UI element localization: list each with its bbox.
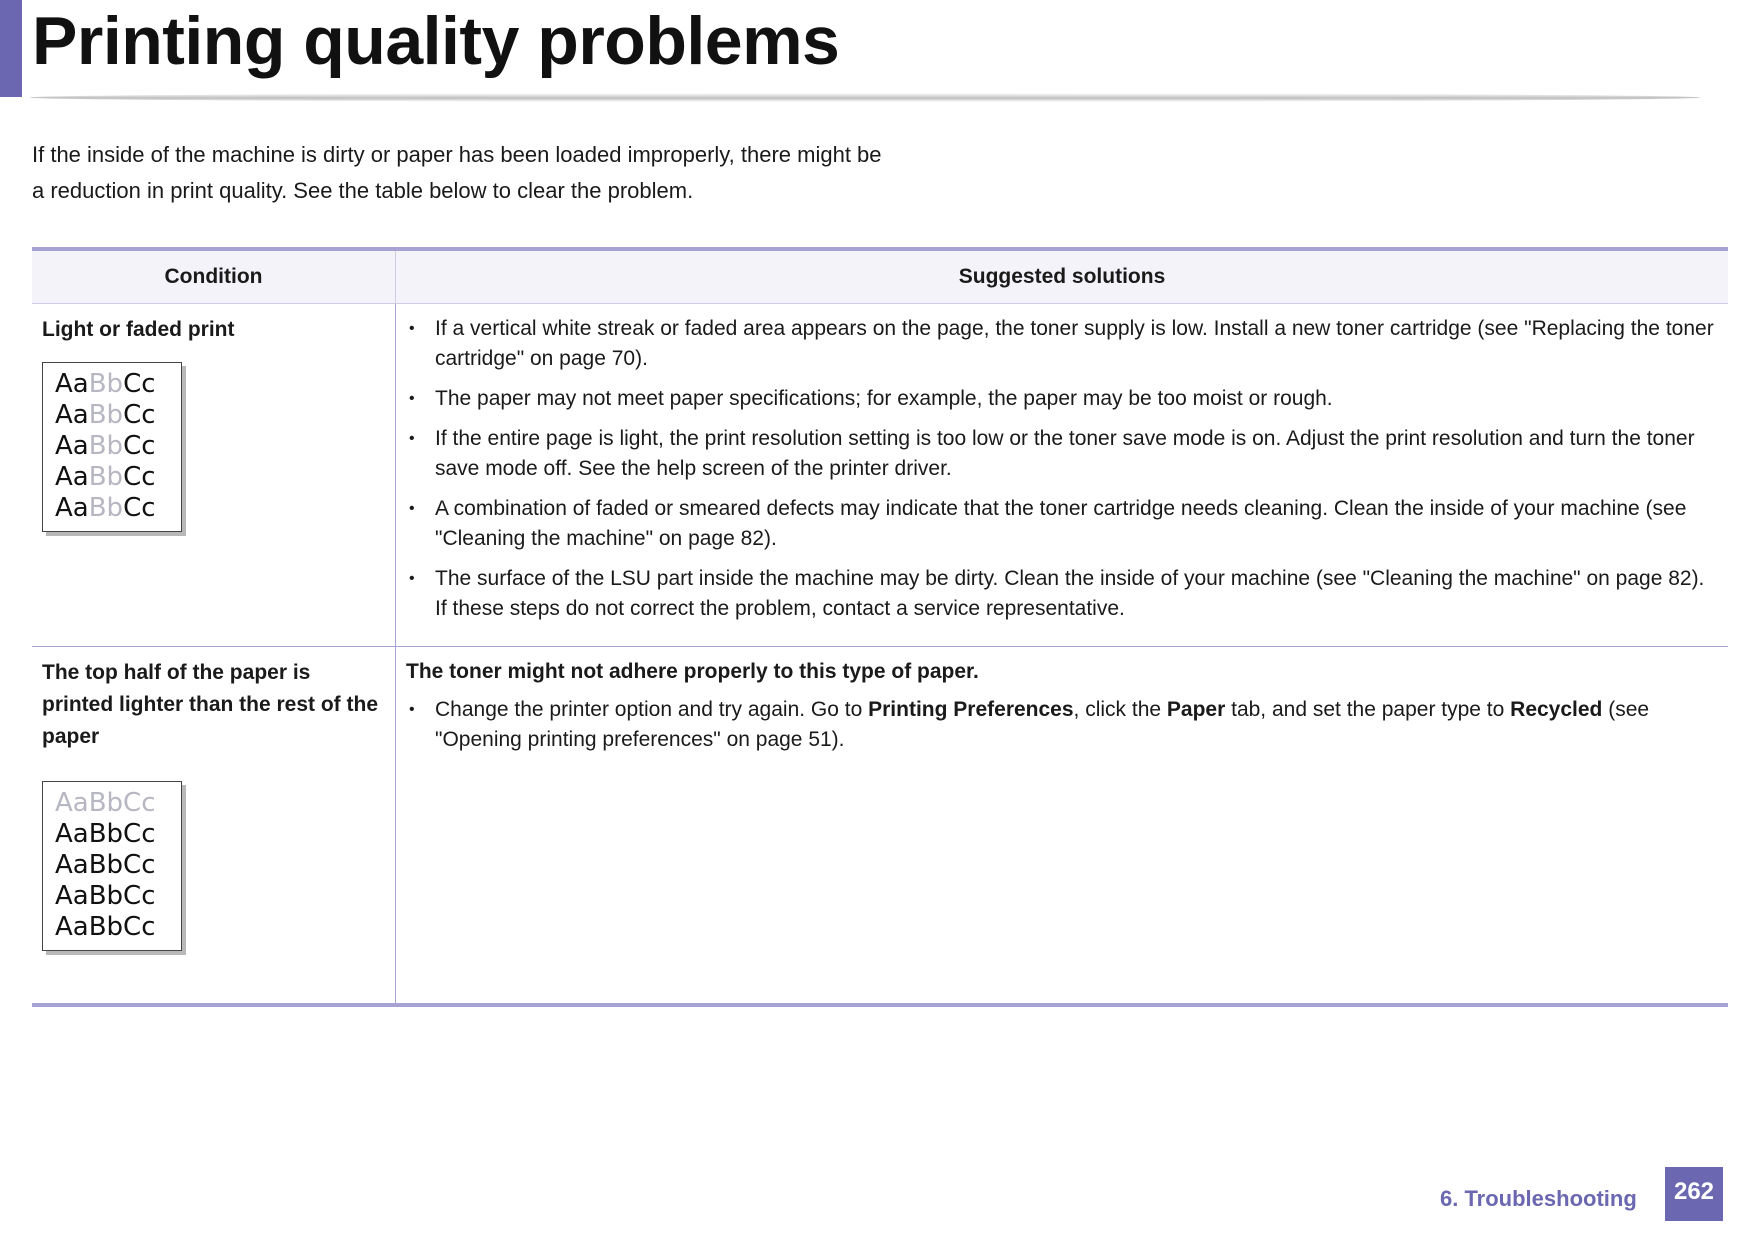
chapter-accent-bar xyxy=(0,0,22,97)
sample-line: AaBbCc xyxy=(55,493,156,523)
sample-line: AaBbCc xyxy=(55,912,156,942)
paper-tab-term: Paper xyxy=(1166,698,1226,721)
top-half-lighter-sample-image xyxy=(42,781,182,951)
sample-line: AaBbCc xyxy=(55,850,156,880)
sample-line: AaBbCc xyxy=(55,369,156,399)
header-suggested-solutions: Suggested solutions xyxy=(396,249,1729,304)
table-row xyxy=(32,647,1728,1006)
condition-cell xyxy=(32,647,396,1006)
solution-text: , click the xyxy=(1073,698,1167,721)
solution-item: • The paper may not meet paper specifications; for example, the paper may be too moist or rough. xyxy=(406,384,1718,414)
page-title: Printing quality problems xyxy=(32,3,840,79)
sample-line: AaBbCc xyxy=(55,819,156,849)
solution-lead: The toner might not adhere properly to this type of paper. xyxy=(406,660,979,683)
solutions-cell xyxy=(396,647,1729,1006)
solution-text: tab, and set the paper type to xyxy=(1225,698,1511,721)
title-underline xyxy=(30,93,1700,102)
table-header-row xyxy=(32,249,1728,304)
solution-text: (see "Opening printing preferences" on page 51). xyxy=(435,698,1650,751)
condition-light-faded-print: Light or faded print xyxy=(42,318,235,341)
page-number-badge: 262 xyxy=(1665,1167,1723,1221)
sample-line: AaBbCc xyxy=(55,431,156,461)
header-condition: Condition xyxy=(32,249,396,304)
printing-preferences-term: Printing Preferences xyxy=(868,698,1074,721)
solutions-list xyxy=(406,314,1718,624)
sample-line: AaBbCc xyxy=(55,881,156,911)
solution-item: • The surface of the LSU part inside the machine may be dirty. Clean the inside of your machine (see "Cleaning the machine" on page 82). If these steps do not correct the problem, contact a service representative. xyxy=(406,564,1718,624)
condition-cell xyxy=(32,304,396,647)
faded-print-sample-image xyxy=(42,362,182,532)
intro-paragraph: If the inside of the machine is dirty or paper has been loaded improperly, there might be a reduction in print quality. See the table below to clear the problem. xyxy=(32,142,882,203)
solution-item: • If the entire page is light, the print resolution setting is too low or the toner save mode is on. Adjust the print resolution and turn the toner save mode off. See the help screen of the printer driver. xyxy=(406,424,1718,484)
solutions-cell xyxy=(396,304,1729,647)
footer-section-label: 6. Troubleshooting xyxy=(1440,1186,1637,1211)
solutions-list xyxy=(406,695,1718,755)
sample-line: AaBbCc xyxy=(55,788,156,818)
sample-line: AaBbCc xyxy=(55,462,156,492)
solution-text: Change the printer option and try again. Go to xyxy=(435,698,869,721)
table-row xyxy=(32,304,1728,647)
solution-item: • A combination of faded or smeared defects may indicate that the toner cartridge needs cleaning. Clean the inside of your machine (see "Cleaning the machine" on page 82). xyxy=(406,494,1718,554)
solution-item xyxy=(406,695,1718,755)
quality-problems-table xyxy=(32,247,1728,1007)
recycled-term: Recycled xyxy=(1510,698,1603,721)
sample-line: AaBbCc xyxy=(55,400,156,430)
condition-top-half-lighter: The top half of the paper is printed lighter than the rest of the paper xyxy=(42,661,379,748)
solution-item: • If a vertical white streak or faded area appears on the page, the toner supply is low. Install a new toner cartridge (see "Replacing the toner cartridge" on page 70). xyxy=(406,314,1718,374)
